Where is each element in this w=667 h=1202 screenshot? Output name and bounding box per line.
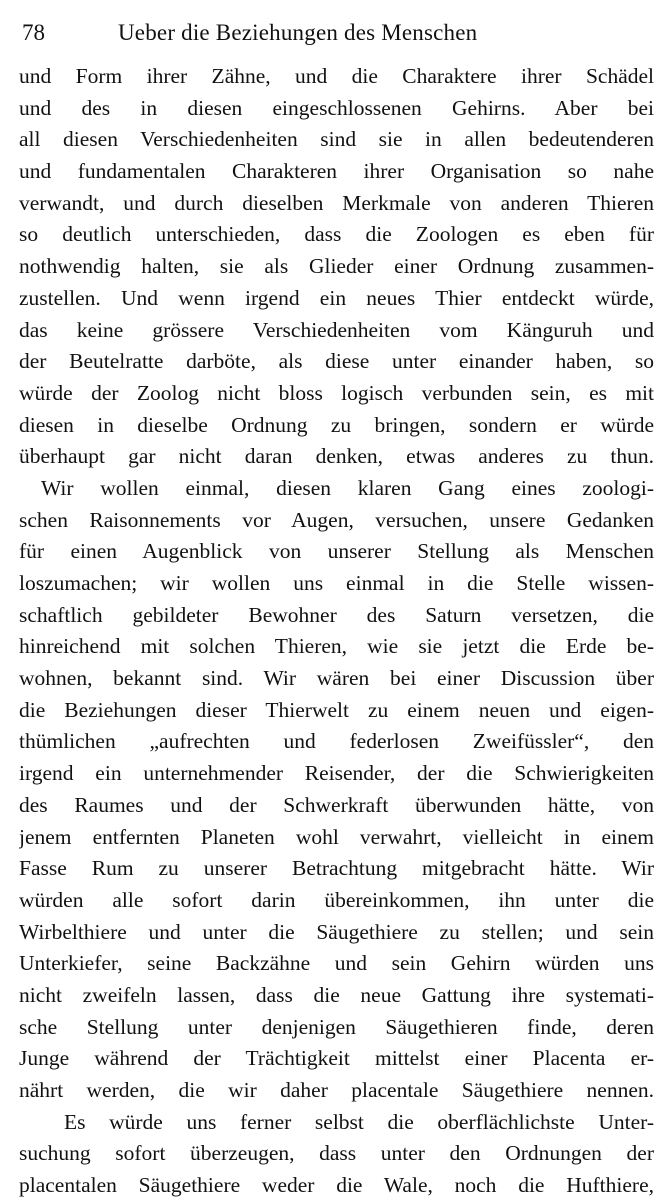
text-line: Wirbelthiere und unter die Säugethiere zu stellen; und sein [19, 919, 654, 944]
page-header [22, 20, 649, 50]
text-line: hinreichend mit solchen Thieren, wie sie jetzt die Erde be- [19, 634, 654, 659]
text-line: thümlichen „aufrechten und federlosen Zweifüssler“, den [19, 729, 654, 754]
paragraph-start-line: Es würde uns ferner selbst die oberflächlichste Unter- [64, 1109, 654, 1134]
text-line: loszumachen; wir wollen uns einmal in die Stelle wissen- [19, 571, 654, 595]
body-text [19, 61, 654, 1202]
text-line: zustellen. Und wenn irgend ein neues Thier entdeckt würde, [19, 285, 654, 310]
text-line: Junge während der Trächtigkeit mittelst einer Placenta er- [19, 1046, 654, 1071]
page-number: 78 [22, 20, 45, 45]
running-head: Ueber die Beziehungen des Menschen [118, 20, 478, 45]
text-line: schen Raisonnements vor Augen, versuchen, unsere Gedanken [19, 507, 654, 532]
text-line: placentalen Säugethiere weder die Wale, noch die Hufthiere, [19, 1173, 654, 1198]
text-line: und fundamentalen Charakteren ihrer Organisation so nahe [19, 159, 654, 184]
text-line: nicht zweifeln lassen, dass die neue Gattung ihre systemati- [19, 982, 654, 1007]
text-line: Unterkiefer, seine Backzähne und sein Gehirn würden uns [19, 951, 654, 976]
paragraph-end-line: nährt werden, die wir daher placentale Säugethiere nennen. [19, 1078, 654, 1102]
text-line: die Beziehungen dieser Thierwelt zu einem neuen und eigen- [19, 697, 654, 722]
text-line: und des in diesen eingeschlossenen Gehirns. Aber bei [19, 95, 654, 120]
text-line: für einen Augenblick von unserer Stellung als Menschen [19, 539, 654, 564]
text-line: wohnen, bekannt sind. Wir wären bei einer Discussion über [19, 666, 654, 691]
text-line: und Form ihrer Zähne, und die Charaktere ihrer Schädel [19, 64, 654, 88]
text-line: nothwendig halten, sie als Glieder einer Ordnung zusammen- [19, 254, 654, 279]
paragraph-start-line: Wir wollen einmal, diesen klaren Gang eines zoologi- [41, 475, 654, 500]
text-line: suchung sofort überzeugen, dass unter den Ordnungen der [19, 1141, 654, 1166]
text-line: schaftlich gebildeter Bewohner des Saturn versetzen, die [19, 602, 654, 627]
text-line: verwandt, und durch dieselben Merkmale von anderen Thieren [19, 190, 654, 215]
text-line: jenem entfernten Planeten wohl verwahrt, vielleicht in einem [19, 824, 654, 849]
text-line: so deutlich unterschieden, dass die Zoologen es eben für [19, 222, 654, 247]
text-line: sche Stellung unter denjenigen Säugethieren finde, deren [19, 1014, 654, 1039]
text-line: das keine grössere Verschiedenheiten vom Känguruh und [19, 317, 654, 342]
text-line: diesen in dieselbe Ordnung zu bringen, sondern er würde [19, 412, 654, 437]
text-line: würde der Zoolog nicht bloss logisch verbunden sein, es mit [19, 380, 654, 405]
text-line: der Beutelratte darböte, als diese unter einander haben, so [19, 349, 654, 374]
text-line: irgend ein unternehmender Reisender, der die Schwierigkeiten [19, 761, 654, 786]
text-line: all diesen Verschiedenheiten sind sie in allen bedeutenderen [19, 127, 654, 152]
text-line: würden alle sofort darin übereinkommen, ihn unter die [19, 887, 654, 912]
paragraph-end-line: überhaupt gar nicht daran denken, etwas anderes zu thun. [19, 444, 654, 469]
text-line: des Raumes und der Schwerkraft überwunden hätte, von [19, 792, 654, 817]
text-line: Fasse Rum zu unserer Betrachtung mitgebracht hätte. Wir [19, 856, 654, 881]
